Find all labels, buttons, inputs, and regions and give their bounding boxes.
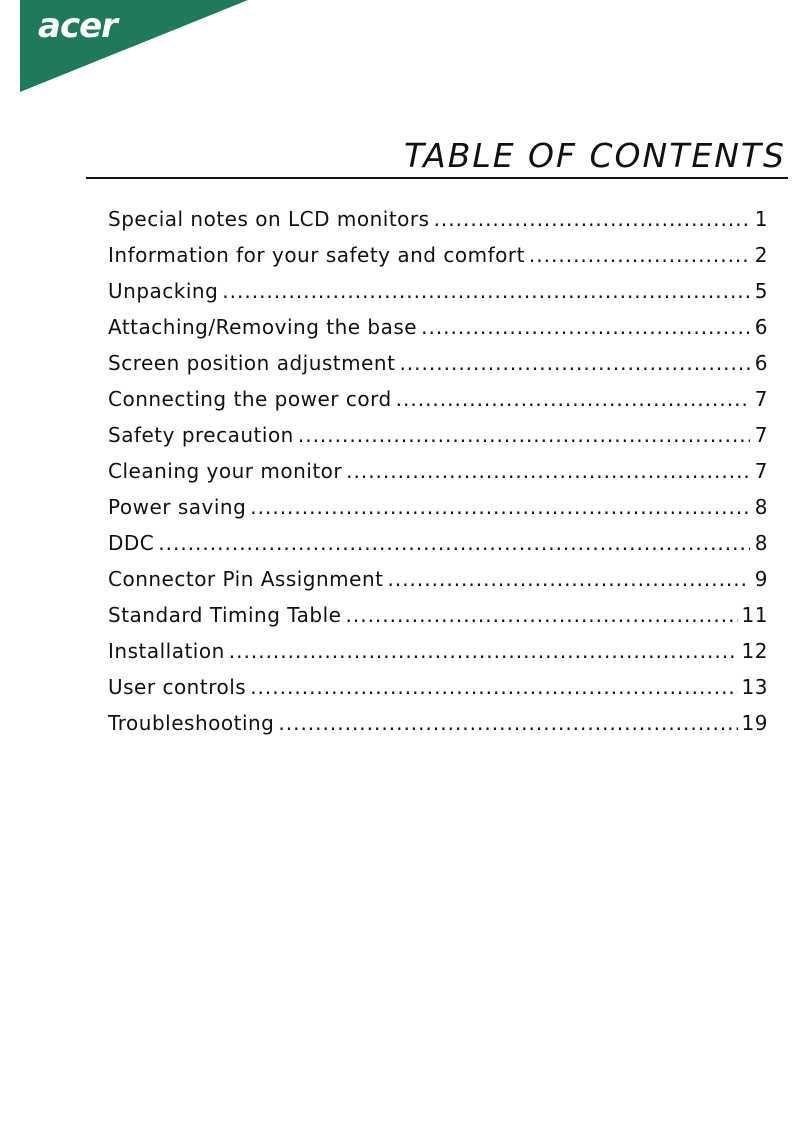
toc-entry-page-number: 2 xyxy=(754,243,768,267)
acer-logo-text: acer xyxy=(38,6,117,46)
toc-entry-page-number: 6 xyxy=(754,315,768,339)
toc-entry-title: Screen position adjustment xyxy=(108,351,396,375)
toc-dot-leader xyxy=(346,603,738,627)
toc-entry-page-number: 8 xyxy=(754,495,768,519)
toc-entry-page-number: 9 xyxy=(754,567,768,591)
toc-dot-leader xyxy=(529,243,750,267)
table-of-contents xyxy=(108,207,768,747)
toc-entry-page-number: 8 xyxy=(754,531,768,555)
toc-dot-leader xyxy=(278,711,737,735)
toc-entry-title: Installation xyxy=(108,639,225,663)
toc-dot-leader xyxy=(250,675,737,699)
toc-entry-title: Unpacking xyxy=(108,279,219,303)
toc-entry[interactable] xyxy=(108,495,768,531)
toc-entry[interactable] xyxy=(108,459,768,495)
toc-dot-leader xyxy=(421,315,750,339)
toc-entry[interactable] xyxy=(108,603,768,639)
toc-entry[interactable] xyxy=(108,387,768,423)
toc-entry-page-number: 19 xyxy=(741,711,768,735)
toc-dot-leader xyxy=(250,495,750,519)
toc-entry[interactable] xyxy=(108,207,768,243)
toc-entry-title: User controls xyxy=(108,675,247,699)
toc-entry-page-number: 7 xyxy=(754,423,768,447)
acer-logo-banner xyxy=(0,0,260,100)
toc-entry-title: Standard Timing Table xyxy=(108,603,342,627)
toc-dot-leader xyxy=(387,567,750,591)
toc-entry-title: Attaching/Removing the base xyxy=(108,315,418,339)
toc-dot-leader xyxy=(158,531,750,555)
toc-entry-page-number: 7 xyxy=(754,387,768,411)
toc-dot-leader xyxy=(399,351,750,375)
toc-entry[interactable] xyxy=(108,243,768,279)
toc-entry[interactable] xyxy=(108,675,768,711)
toc-entry-title: Safety precaution xyxy=(108,423,294,447)
toc-entry-title: Connecting the power cord xyxy=(108,387,392,411)
toc-entry-page-number: 1 xyxy=(754,207,768,231)
toc-dot-leader xyxy=(434,207,750,231)
toc-dot-leader xyxy=(396,387,750,411)
toc-entry-title: DDC xyxy=(108,531,155,555)
toc-entry-title: Special notes on LCD monitors xyxy=(108,207,430,231)
toc-entry[interactable] xyxy=(108,351,768,387)
toc-entry-page-number: 7 xyxy=(754,459,768,483)
toc-dot-leader xyxy=(298,423,750,447)
toc-entry-title: Power saving xyxy=(108,495,247,519)
title-divider xyxy=(86,177,788,179)
toc-entry-title: Information for your safety and comfort xyxy=(108,243,525,267)
toc-entry[interactable] xyxy=(108,711,768,747)
toc-entry-page-number: 13 xyxy=(741,675,768,699)
toc-entry[interactable] xyxy=(108,423,768,459)
toc-entry-page-number: 5 xyxy=(754,279,768,303)
page-title: TABLE OF CONTENTS xyxy=(403,136,786,175)
toc-entry[interactable] xyxy=(108,639,768,675)
toc-entry-page-number: 6 xyxy=(754,351,768,375)
toc-dot-leader xyxy=(346,459,750,483)
toc-entry-page-number: 12 xyxy=(741,639,768,663)
toc-entry[interactable] xyxy=(108,567,768,603)
toc-entry-title: Connector Pin Assignment xyxy=(108,567,384,591)
toc-entry-title: Troubleshooting xyxy=(108,711,275,735)
toc-entry-title: Cleaning your monitor xyxy=(108,459,343,483)
toc-entry[interactable] xyxy=(108,531,768,567)
toc-dot-leader xyxy=(222,279,750,303)
toc-entry[interactable] xyxy=(108,279,768,315)
toc-entry-page-number: 11 xyxy=(741,603,768,627)
toc-entry[interactable] xyxy=(108,315,768,351)
toc-dot-leader xyxy=(229,639,738,663)
